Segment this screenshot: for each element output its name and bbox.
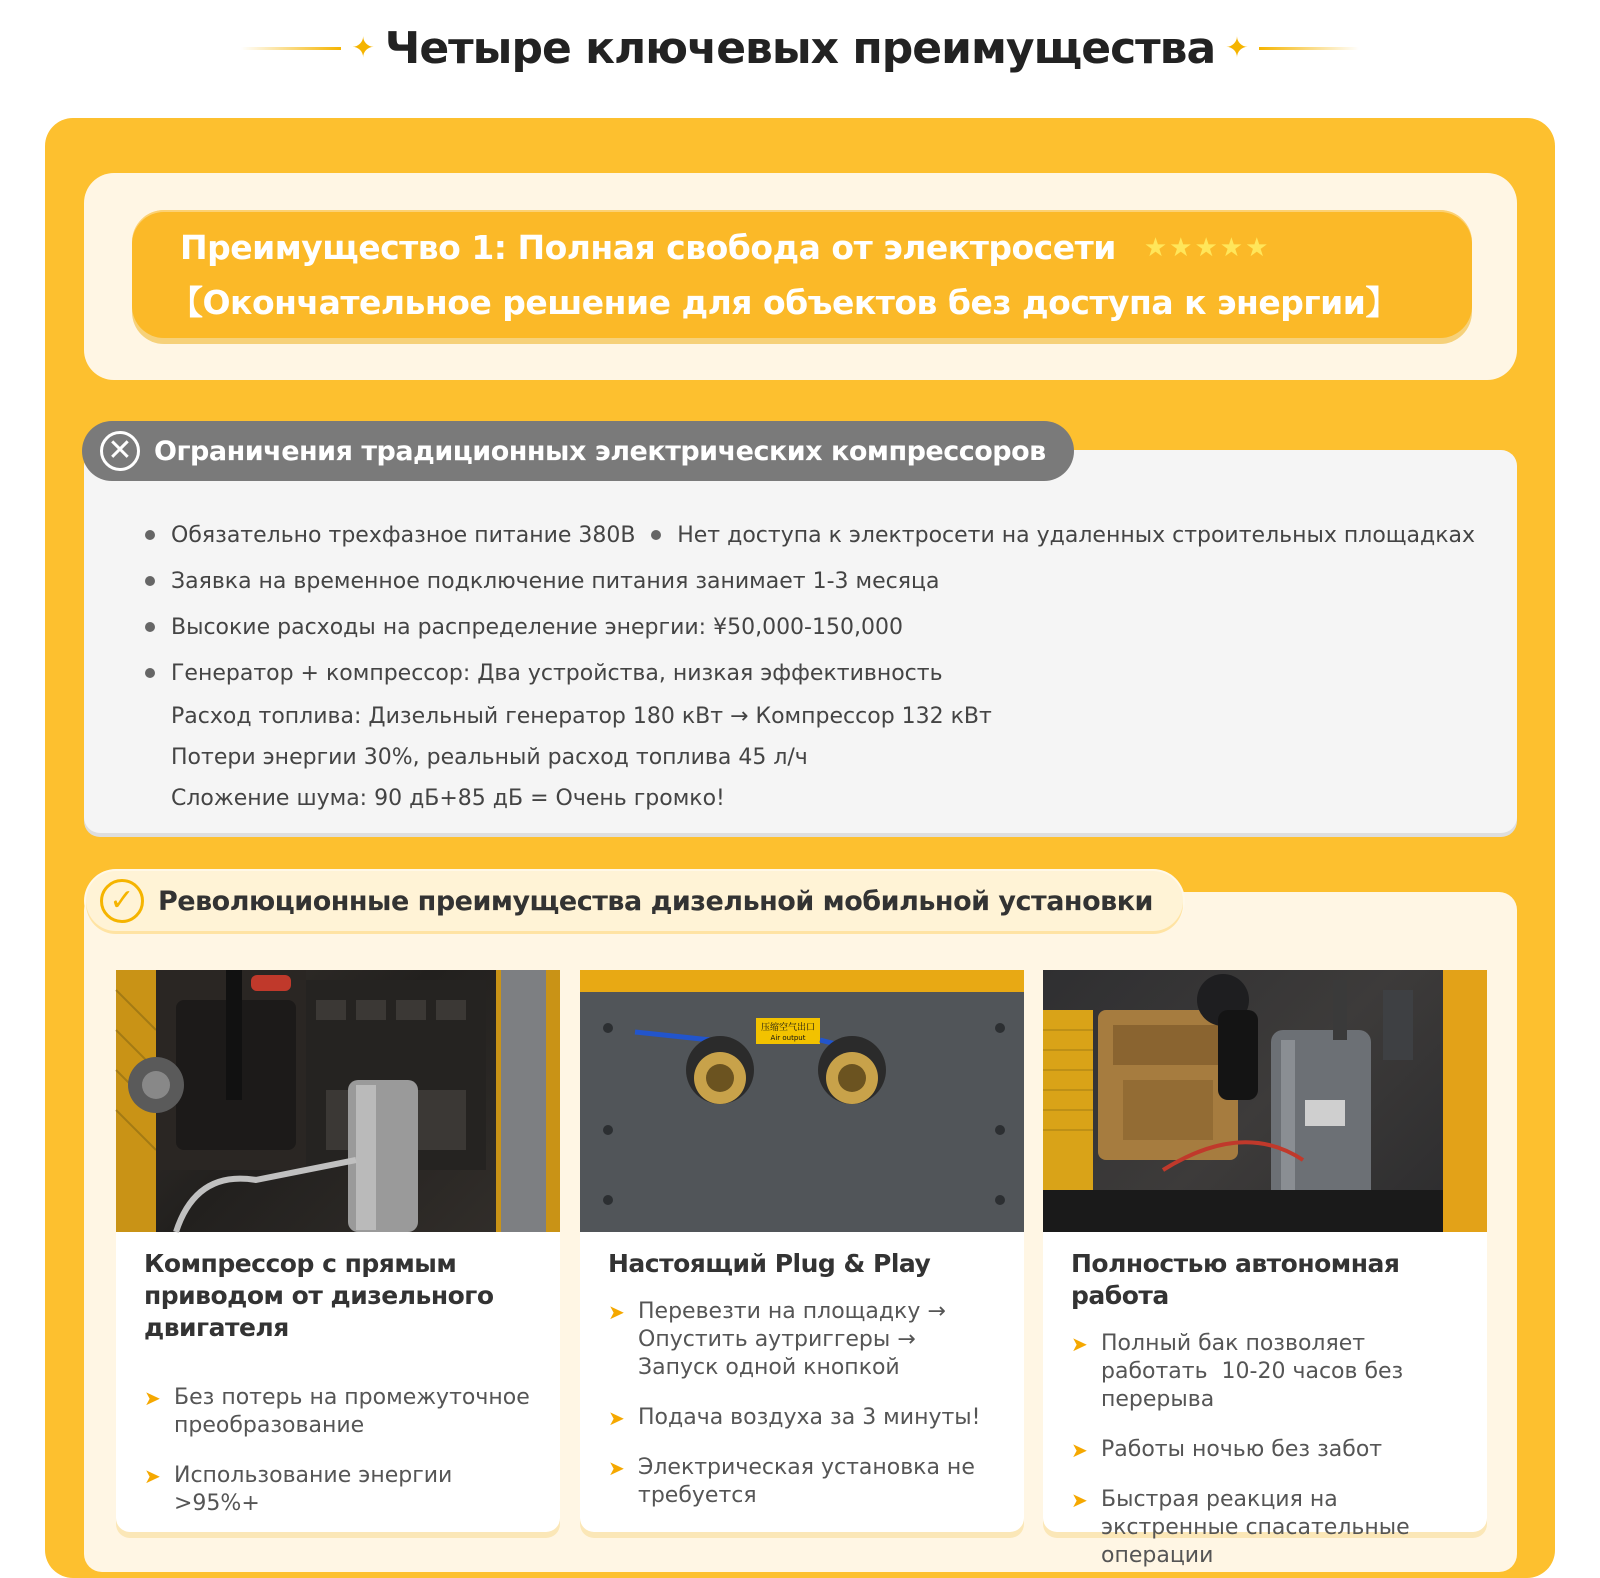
- banner-subtitle: 【Окончательное решение для объектов без доступа к энергии】: [170, 283, 1398, 322]
- limitation-text: Нет доступа к электросети на удаленных строительных площадках: [677, 522, 1475, 548]
- arrow-icon: ➤: [1071, 1438, 1088, 1462]
- bullet-icon: [145, 576, 155, 586]
- list-item: [608, 1298, 998, 1382]
- arrow-icon: ➤: [144, 1386, 161, 1410]
- bullet-icon: [145, 530, 155, 540]
- limitation-detail: Расход топлива: Дизельный генератор 180 кВт → Компрессор 132 кВт: [171, 704, 992, 729]
- feature-list: [608, 1298, 998, 1510]
- feature-card-direct-drive: [116, 970, 560, 1532]
- arrow-icon: ➤: [1071, 1332, 1088, 1356]
- list-item: [145, 512, 1475, 558]
- list-item: [608, 1404, 998, 1432]
- limitations-tab: [82, 421, 1074, 481]
- feature-text: Перевезти на площадку → Опустить аутриггеры → Запуск одной кнопкой: [638, 1299, 946, 1380]
- advantages-tab: [86, 871, 1183, 931]
- list-item: [145, 558, 1475, 604]
- feature-list: [1071, 1330, 1461, 1570]
- list-item: [608, 1454, 998, 1510]
- banner-title-text: Преимущество 1: Полная свобода от электросети: [180, 228, 1116, 267]
- bullet-icon: [651, 530, 661, 540]
- feature-card-plug-play: [580, 970, 1024, 1532]
- feature-text: Быстрая реакция на экстренные спасательные операции: [1101, 1487, 1410, 1568]
- limitation-text: Обязательно трехфазное питание 380В: [171, 522, 636, 548]
- title-divider-right: [1259, 47, 1359, 50]
- limitation-text: Высокие расходы на распределение энергии: ¥50,000-150,000: [171, 614, 903, 640]
- banner-title: [180, 228, 1432, 267]
- page-title: Четыре ключевых преимущества: [384, 22, 1216, 74]
- bullet-icon: [145, 668, 155, 678]
- title-divider-left: [241, 47, 341, 50]
- feature-text: Полный бак позволяет работать 10-20 часов без перерыва: [1101, 1331, 1411, 1412]
- air-output-photo: [580, 970, 1024, 1232]
- x-circle-icon: ✕: [100, 431, 140, 471]
- list-item: [145, 604, 1475, 650]
- sparkle-icon: ✦: [351, 31, 375, 64]
- arrow-icon: ➤: [144, 1464, 161, 1488]
- air-output-label-cn: 压缩空气出口: [760, 1023, 816, 1033]
- air-output-label-en: Air output: [770, 1034, 806, 1042]
- feature-text: Без потерь на промежуточное преобразование: [174, 1385, 530, 1438]
- list-item: [1071, 1436, 1461, 1464]
- check-circle-icon: ✓: [100, 879, 144, 923]
- feature-title: Компрессор с прямым приводом от дизельного двигателя: [144, 1249, 494, 1342]
- arrow-icon: ➤: [1071, 1488, 1088, 1512]
- limitation-detail: Сложение шума: 90 дБ+85 дБ = Очень громко!: [171, 786, 725, 811]
- list-item: [144, 1384, 534, 1440]
- limitation-text: Заявка на временное подключение питания занимает 1-3 месяца: [171, 568, 940, 594]
- arrow-icon: ➤: [608, 1300, 625, 1324]
- feature-text: Подача воздуха за 3 минуты!: [638, 1405, 981, 1430]
- feature-text: Работы ночью без забот: [1101, 1437, 1383, 1462]
- bullet-icon: [145, 622, 155, 632]
- list-item: [144, 1462, 534, 1518]
- feature-list: [144, 1384, 534, 1518]
- advantages-heading: Революционные преимущества дизельной мобильной установки: [158, 885, 1153, 917]
- limitations-list: [145, 512, 1475, 819]
- autonomous-unit-photo: [1043, 970, 1487, 1232]
- list-item: [145, 650, 1475, 696]
- feature-title: Настоящий Plug & Play: [608, 1249, 931, 1278]
- limitations-heading: Ограничения традиционных электрических компрессоров: [154, 435, 1046, 467]
- feature-card-autonomous: [1043, 970, 1487, 1568]
- limitation-text: Генератор + компрессор: Два устройства, низкая эффективность: [171, 660, 943, 686]
- feature-title: Полностью автономная работа: [1071, 1249, 1400, 1310]
- feature-text: Использование энергии >95%+: [174, 1463, 453, 1516]
- rating-stars-icon: ★★★★★: [1143, 232, 1271, 263]
- arrow-icon: ➤: [608, 1406, 625, 1430]
- engine-photo: [116, 970, 560, 1232]
- feature-text: Электрическая установка не требуется: [638, 1455, 975, 1508]
- arrow-icon: ➤: [608, 1456, 625, 1480]
- list-item: [1071, 1486, 1461, 1570]
- limitation-detail: Потери энергии 30%, реальный расход топлива 45 л/ч: [171, 745, 808, 770]
- list-item: [1071, 1330, 1461, 1414]
- page-title-row: [0, 0, 1600, 96]
- sparkle-icon: ✦: [1225, 31, 1249, 64]
- advantage-banner: [132, 210, 1472, 338]
